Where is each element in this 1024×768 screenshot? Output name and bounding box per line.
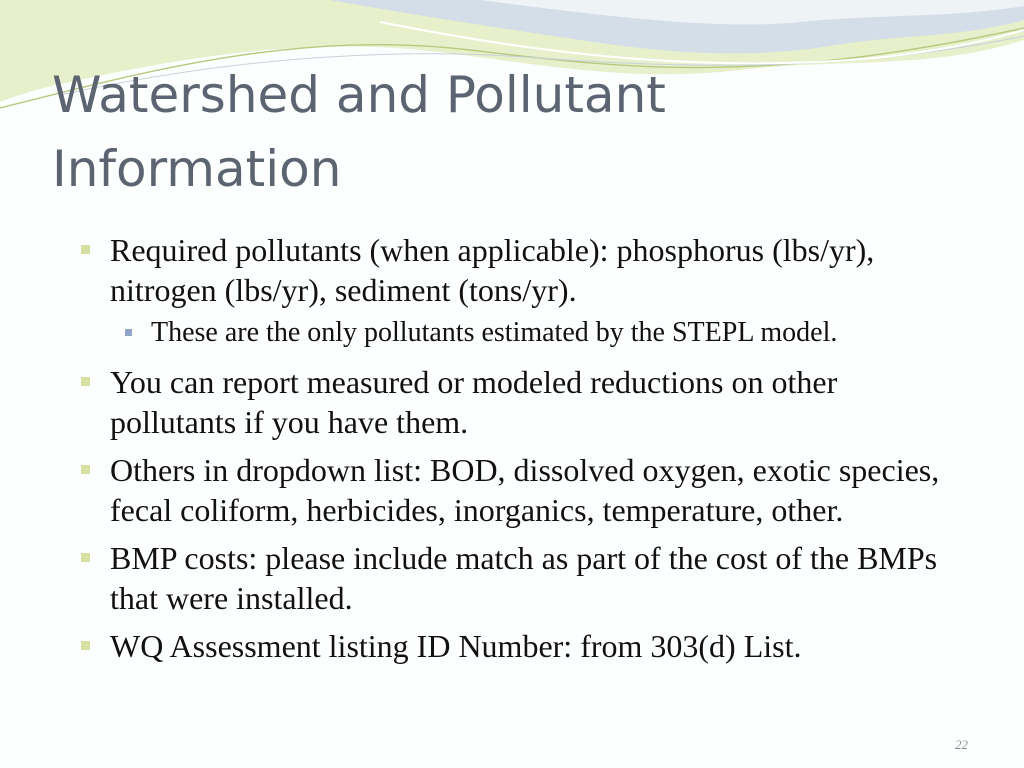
square-bullet-icon bbox=[81, 245, 90, 254]
square-bullet-icon bbox=[81, 465, 90, 474]
square-bullet-icon bbox=[81, 377, 90, 386]
bullet-text: You can report measured or modeled reductions on other pollutants if you have them. bbox=[110, 364, 838, 440]
slide-title bbox=[52, 58, 952, 206]
bullet-text: BMP costs: please include match as part of the cost of the BMPs that were installed. bbox=[110, 540, 938, 616]
sub-bullet-item bbox=[0, 314, 1024, 352]
sub-bullet-text: These are the only pollutants estimated by the STEPL model. bbox=[151, 317, 838, 348]
bullet-item bbox=[0, 450, 1024, 530]
bullet-text: WQ Assessment listing ID Number: from 303(d) List. bbox=[110, 628, 802, 664]
square-bullet-icon bbox=[81, 553, 90, 562]
bullet-item bbox=[0, 538, 1024, 618]
title-line-1: Watershed and Pollutant bbox=[52, 66, 666, 124]
bullet-item bbox=[0, 362, 1024, 442]
bullet-item bbox=[0, 230, 1024, 310]
bullet-list bbox=[0, 230, 1024, 674]
square-bullet-icon bbox=[125, 329, 132, 336]
bullet-item bbox=[0, 626, 1024, 666]
title-line-2: Information bbox=[52, 140, 342, 198]
square-bullet-icon bbox=[81, 641, 90, 650]
bullet-text: Others in dropdown list: BOD, dissolved oxygen, exotic species, fecal coliform, herbicides, inorganics, temperature, other. bbox=[110, 452, 940, 528]
bullet-text: Required pollutants (when applicable): phosphorus (lbs/yr), nitrogen (lbs/yr), sediment (tons/yr). bbox=[110, 232, 875, 308]
page-number: 22 bbox=[955, 737, 968, 752]
